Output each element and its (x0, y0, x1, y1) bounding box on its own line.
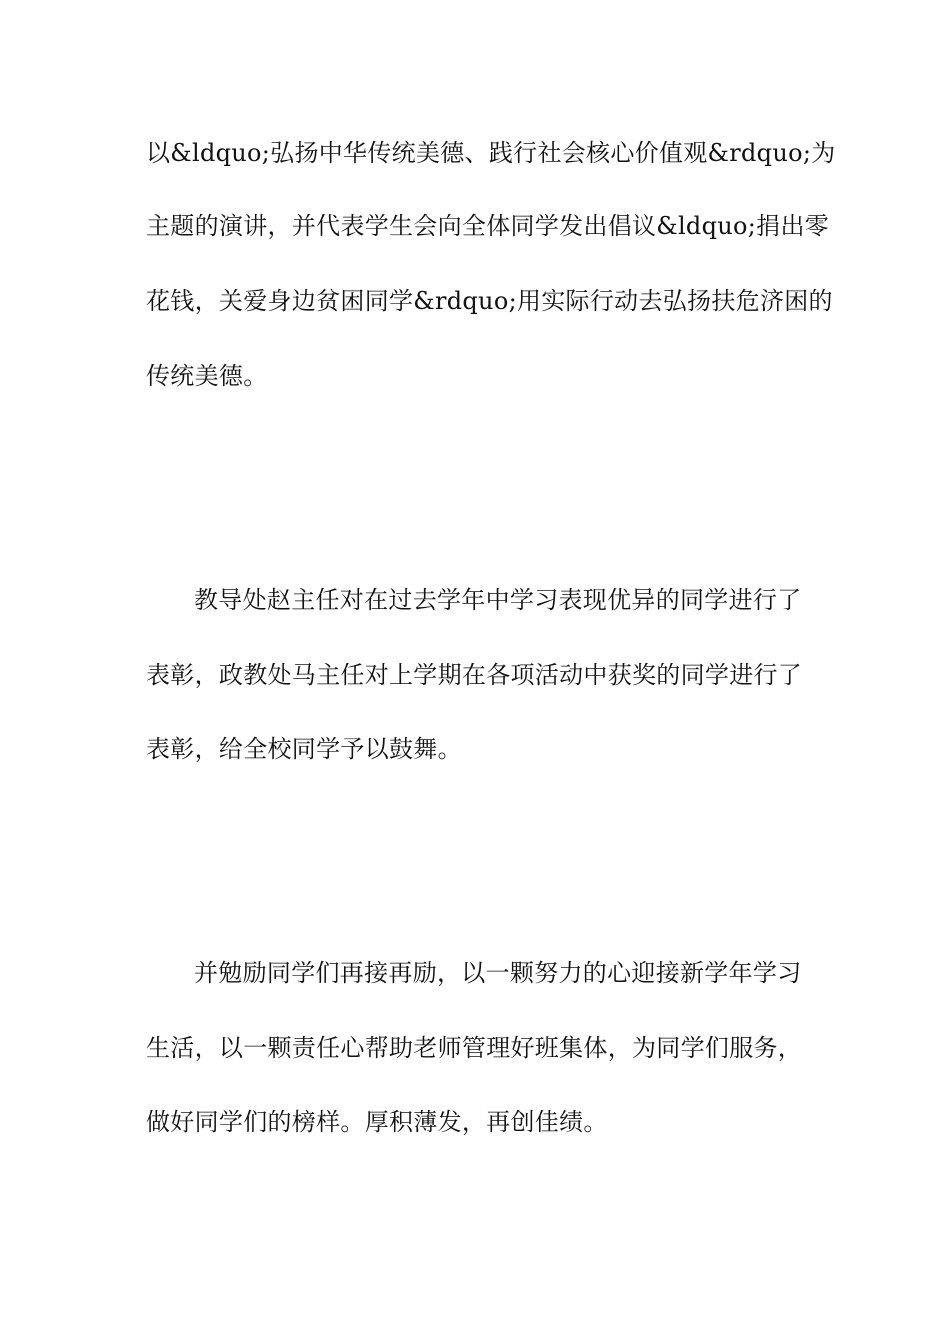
paragraph-line: 表彰，给全校同学予以鼓舞。 (146, 735, 462, 763)
paragraph-line: 并勉励同学们再接再励，以一颗努力的心迎接新学年学习 (194, 959, 802, 987)
paragraph-line: 花钱，关爱身边贫困同学&rdquo;用实际行动去弘扬扶危济困的 (146, 287, 833, 315)
paragraph-line: 传统美德。 (146, 362, 268, 390)
paragraph-line: 生活，以一颗责任心帮助老师管理好班集体，为同学们服务， (146, 1034, 803, 1062)
paragraph-line: 做好同学们的榜样。厚积薄发，再创佳绩。 (146, 1108, 608, 1136)
paragraph-line: 表彰，政教处马主任对上学期在各项活动中获奖的同学进行了 (146, 661, 803, 689)
paragraph-line: 主题的演讲，并代表学生会向全体同学发出倡议&ldquo;捐出零 (146, 212, 830, 240)
paragraph-line: 教导处赵主任对在过去学年中学习表现优异的同学进行了 (194, 586, 802, 614)
paragraph-line: 以&ldquo;弘扬中华传统美德、践行社会核心价值观&rdquo;为 (146, 139, 836, 167)
